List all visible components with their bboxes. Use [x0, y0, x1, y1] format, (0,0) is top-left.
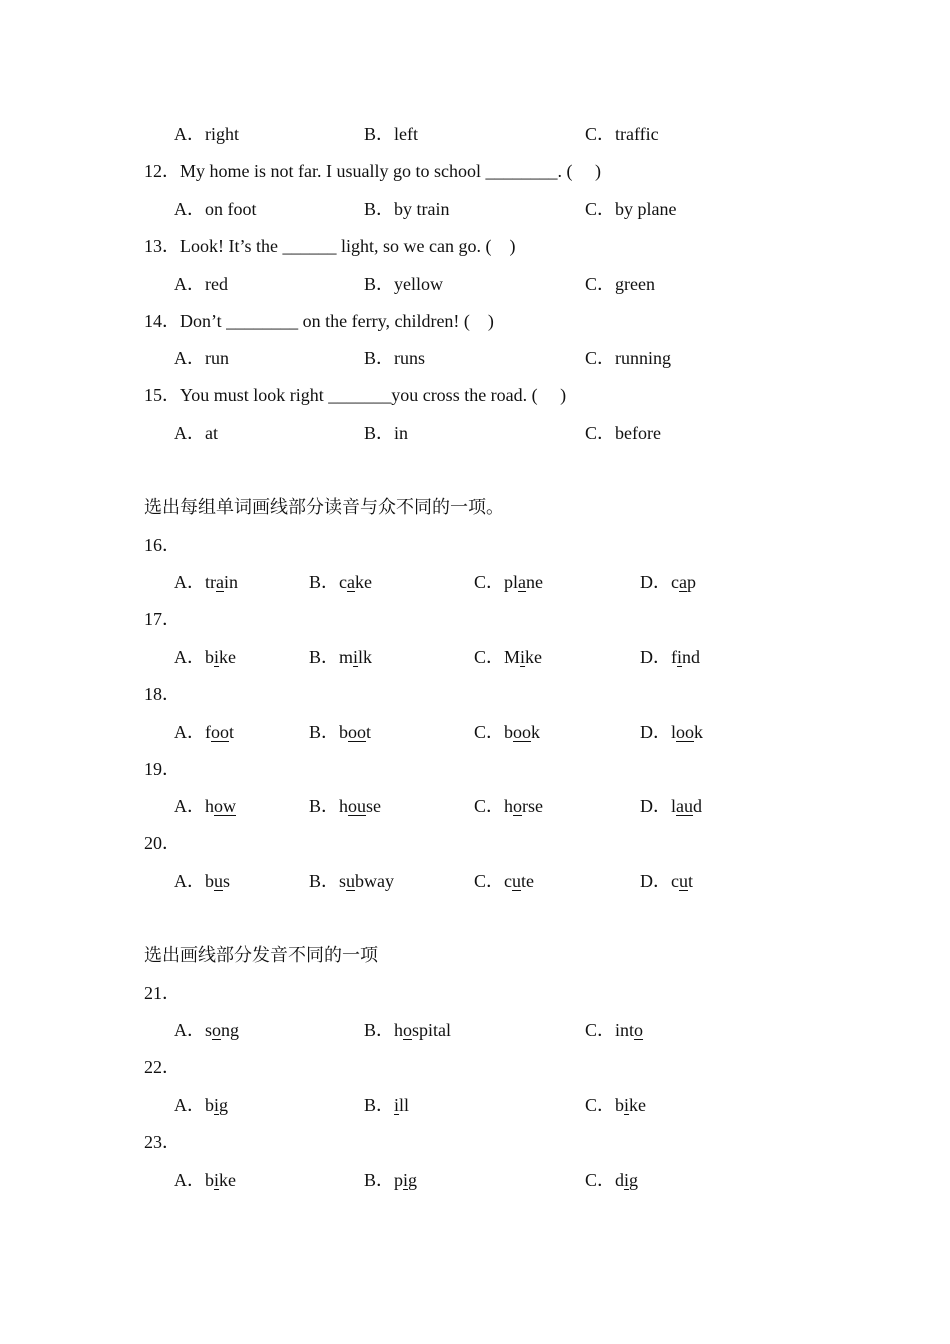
q14-stem: 14．Don’t ________ on the ferry, children! ( ) — [144, 311, 494, 331]
q19-number-line — [0, 756, 950, 782]
section2-heading-line — [0, 494, 950, 520]
q15-option-a: A．at — [174, 423, 218, 443]
q23-option-a: A．bike — [174, 1170, 237, 1190]
q12-stem: 12．My home is not far. I usually go to school ________. ( ) — [144, 161, 601, 181]
q11-options — [0, 121, 950, 147]
q17-number: 17． — [144, 609, 180, 629]
q22-options — [0, 1092, 950, 1118]
q20-option-c: C．cute — [474, 871, 535, 891]
q23-number: 23． — [144, 1132, 180, 1152]
q17-number-line — [0, 606, 950, 632]
q22-number: 22． — [144, 1057, 180, 1077]
q20-number-line — [0, 830, 950, 856]
q13-options — [0, 271, 950, 297]
q20-option-a: A．bus — [174, 871, 231, 891]
q15-option-c: C．before — [585, 423, 661, 443]
q21-number-line — [0, 980, 950, 1006]
q16-option-b: B．cake — [309, 572, 373, 592]
q16-option-c: C．plane — [474, 572, 544, 592]
q16-number: 16． — [144, 535, 180, 555]
q22-option-a: A．big — [174, 1095, 229, 1115]
q16-option-d: D．cap — [640, 572, 696, 592]
q18-number: 18． — [144, 684, 180, 704]
q11-option-a: A．right — [174, 124, 239, 144]
q15-option-b: B．in — [364, 423, 409, 443]
q20-option-d: D．cut — [640, 871, 694, 891]
q13-stem-line — [0, 233, 950, 259]
q13-option-a: A．red — [174, 274, 228, 294]
q20-number: 20． — [144, 833, 180, 853]
section2-heading: 选出每组单词画线部分读音与众不同的一项。 — [144, 497, 504, 517]
q22-option-b: B．ill — [364, 1095, 410, 1115]
q19-option-d: D．laud — [640, 796, 703, 816]
q17-option-b: B．milk — [309, 647, 373, 667]
q13-option-b: B．yellow — [364, 274, 443, 294]
q14-options — [0, 345, 950, 371]
q21-options — [0, 1017, 950, 1043]
q14-option-b: B．runs — [364, 348, 426, 368]
q13-option-c: C．green — [585, 274, 655, 294]
q23-options — [0, 1167, 950, 1193]
q11-option-c: C．traffic — [585, 124, 659, 144]
q20-option-b: B．subway — [309, 871, 395, 891]
q17-options — [0, 644, 950, 670]
q21-option-c: C．into — [585, 1020, 644, 1040]
q17-option-a: A．bike — [174, 647, 237, 667]
q18-option-c: C．book — [474, 722, 541, 742]
q14-stem-line — [0, 308, 950, 334]
q19-number: 19． — [144, 759, 180, 779]
q21-option-a: A．song — [174, 1020, 240, 1040]
q19-option-c: C．horse — [474, 796, 544, 816]
q23-option-b: B．pig — [364, 1170, 418, 1190]
q18-option-b: B．boot — [309, 722, 372, 742]
q18-option-a: A．foot — [174, 722, 235, 742]
q17-option-c: C．Mike — [474, 647, 543, 667]
q14-option-c: C．running — [585, 348, 672, 368]
q12-stem-line — [0, 158, 950, 184]
q18-number-line — [0, 681, 950, 707]
q15-options — [0, 420, 950, 446]
q21-number: 21． — [144, 983, 180, 1003]
q20-options — [0, 868, 950, 894]
q13-stem: 13．Look! It’s the ______ light, so we can go. ( ) — [144, 236, 516, 256]
section3-heading-line — [0, 942, 950, 968]
q19-options — [0, 793, 950, 819]
q17-option-d: D．find — [640, 647, 701, 667]
q11-option-b: B．left — [364, 124, 418, 144]
q14-option-a: A．run — [174, 348, 229, 368]
q16-options — [0, 569, 950, 595]
q12-option-b: B．by train — [364, 199, 450, 219]
q15-stem: 15．You must look right _______you cross the road. ( ) — [144, 385, 567, 405]
q23-number-line — [0, 1129, 950, 1155]
q22-number-line — [0, 1054, 950, 1080]
q12-option-a: A．on foot — [174, 199, 257, 219]
q19-option-a: A．how — [174, 796, 236, 816]
q15-stem-line — [0, 382, 950, 408]
q16-number-line — [0, 532, 950, 558]
q23-option-c: C．dig — [585, 1170, 639, 1190]
q18-options — [0, 719, 950, 745]
section3-heading: 选出画线部分发音不同的一项 — [144, 945, 378, 965]
q12-options — [0, 196, 950, 222]
q21-option-b: B．hospital — [364, 1020, 452, 1040]
q12-option-c: C．by plane — [585, 199, 677, 219]
q16-option-a: A．train — [174, 572, 239, 592]
q18-option-d: D．look — [640, 722, 704, 742]
q19-option-b: B．house — [309, 796, 382, 816]
q22-option-c: C．bike — [585, 1095, 647, 1115]
